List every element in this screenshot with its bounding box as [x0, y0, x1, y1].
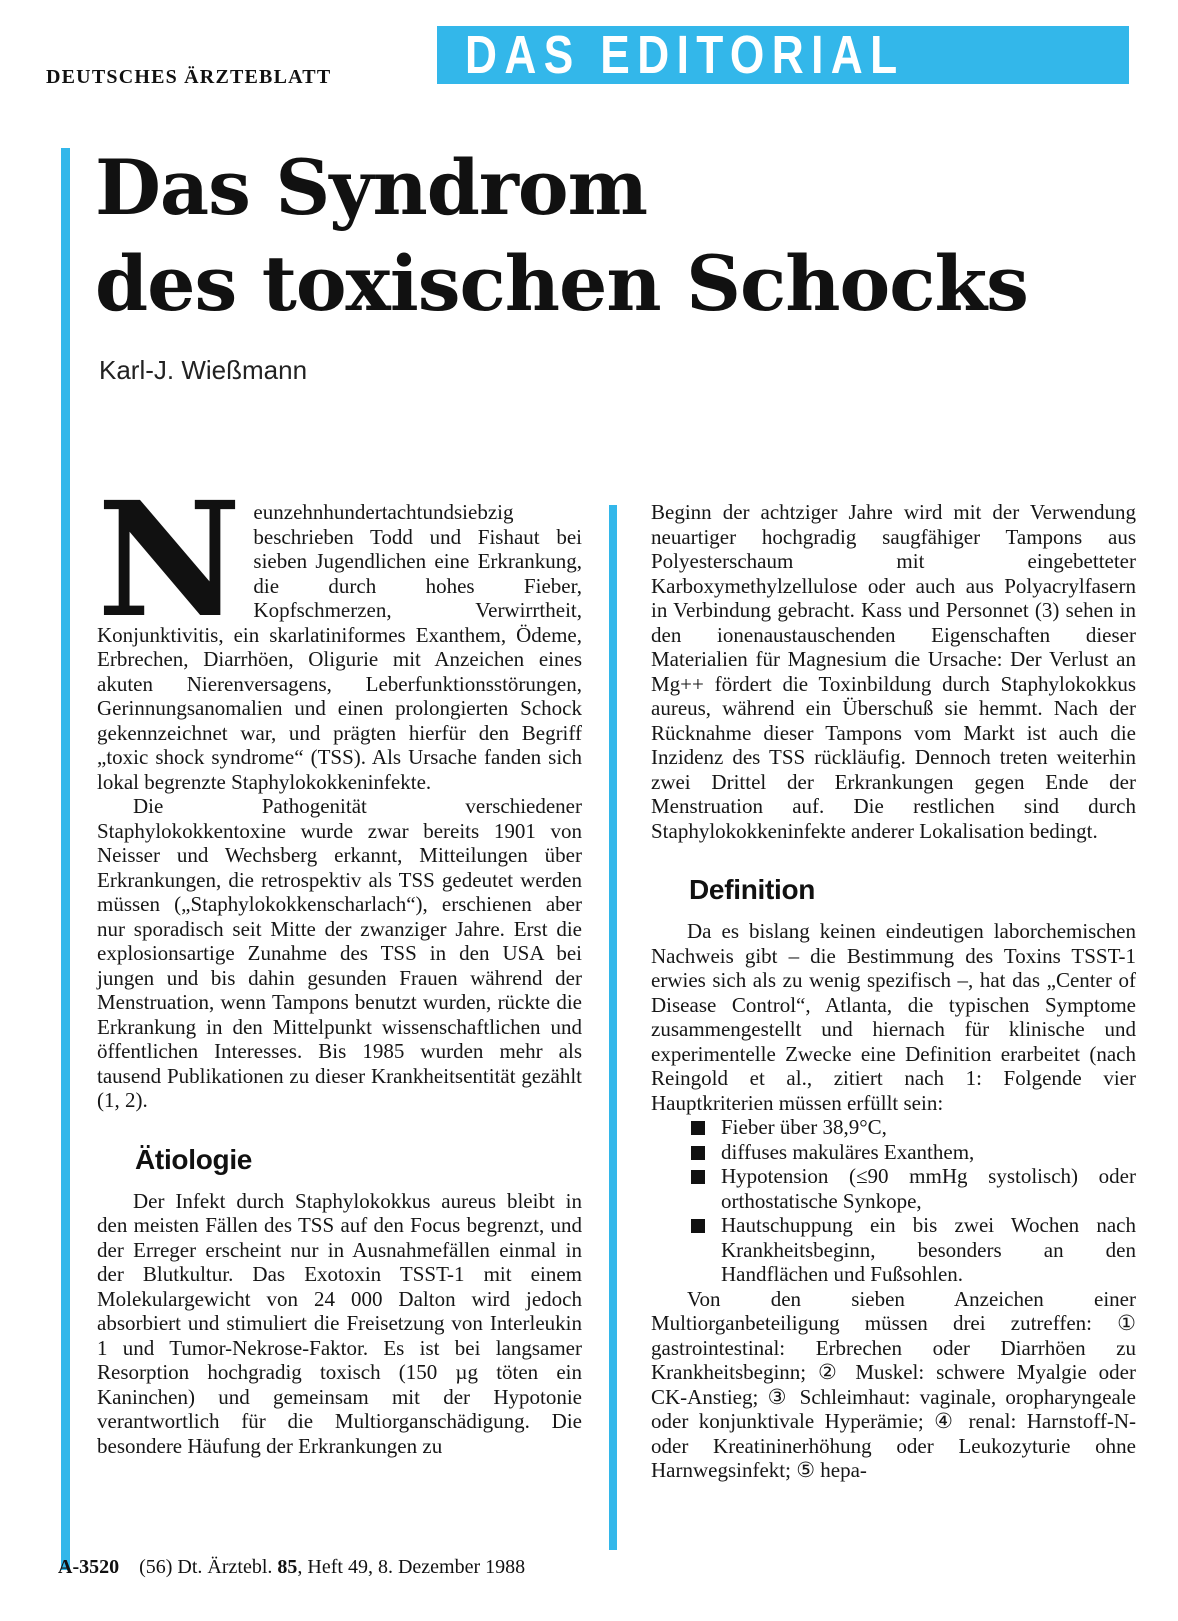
- criteria-item-text: Hautschuppung ein bis zwei Wochen nach Krankheitsbeginn, besonders an den Handflächen und Fußsohlen.: [721, 1213, 1136, 1286]
- paragraph-definition: Da es bislang keinen eindeutigen laborchemischen Nachweis gibt – die Bestimmung des Toxins TSST-1 erwies sich als zu wenig spezifisch –, hat das „Center of Disease Control“, Atlanta, die typischen Symptome zusammengestellt und hiernach für klinische und experimentelle Zwecke eine Definition erarbeitet (nach Reingold et al., zitiert nach 1: Folgende vier Hauptkriterien müssen erfüllt sein:: [651, 919, 1136, 1115]
- square-bullet-icon: [691, 1121, 705, 1135]
- criteria-list: [651, 1115, 1136, 1287]
- criteria-item-text: Fieber über 38,9°C,: [721, 1115, 887, 1139]
- criteria-list-item: [691, 1213, 1136, 1287]
- text-column-left: [97, 468, 582, 1458]
- volume-number: 85: [277, 1556, 298, 1578]
- paragraph-aetiologie: Der Infekt durch Staphylokokkus aureus bleibt in den meisten Fällen des TSS auf den Focus begrenzt, und der Erreger erscheint nur in Ausnahmefällen einmal in der Blutkultur. Das Exotoxin TSST-1 mit einem Molekulargewicht von 24 000 Dalton wird jedoch absorbiert und stimuliert die Freisetzung von Interleukin 1 und Tumor-Nekrose-Faktor. Es ist bei langsamer Resorption hochgradig toxisch (150 µg töten ein Kaninchen) und gemeinsam mit der Hypotonie verantwortlich für die Multiorganschädigung. Die besondere Häufung der Erkrankungen zu: [97, 1188, 582, 1458]
- page-code: A-3520: [58, 1556, 120, 1578]
- title-accent-rule: [61, 148, 70, 1570]
- heading-aetiologie: Ätiologie: [135, 1143, 253, 1175]
- author-byline: Karl-J. Wießmann: [99, 355, 308, 385]
- article-title: [95, 140, 1028, 332]
- article-title-line-1: Das Syndrom: [95, 143, 647, 232]
- column-accent-rule: [609, 505, 617, 1550]
- intro-paragraph-text: eunzehnhundertachtundsiebzig beschrieben Todd und Fishaut bei sieben Jugendlichen eine Erkrankung, die durch hohes Fieber, Kopfschmerzen, Verwirrtheit, Konjunktivitis, ein skarlatiniformes Exanthem, Ödeme, Erbrechen, Diarrhöen, Oligurie mit Anzeichen eines akuten Nierenversagens, Leberfunktionsstörungen, Gerinnungsanomalien und einen prolongierten Schock gekennzeichnet war, und prägten hierfür den Begriff „toxic shock syndrome“ (TSS). Als Ursache fanden sich lokal begrenzte Staphylokokkeninfekte.: [97, 500, 582, 794]
- paragraph-history: Die Pathogenität verschiedener Staphylokokkentoxine wurde zwar bereits 1901 von Neisser und Wechsberg erkannt, Mitteilungen über Erkrankungen, die retrospektiv als TSS gedeutet werden müssen („Staphylokokkenscharlach“), erschienen aber nur sporadisch seit Mitte der zwanziger Jahre. Erst die explosionsartige Zunahme des TSS in den USA bei jungen und bis dahin gesunden Frauen während der Menstruation, wenn Tampons benutzt wurden, rückte die Erkrankung in den Mittelpunkt wissenschaftlichen und öffentlichen Interesses. Bis 1985 wurden mehr als tausend Publikationen zu dieser Krankheitsentität gezählt (1, 2).: [97, 794, 582, 1112]
- heading-definition: Definition: [689, 874, 816, 905]
- criteria-list-item: [691, 1140, 1136, 1165]
- intro-paragraph: [97, 468, 582, 794]
- criteria-item-text: Hypotension (≤90 mmHg systolisch) oder orthostatische Synkope,: [721, 1164, 1136, 1213]
- journal-name: DEUTSCHES ÄRZTEBLATT: [46, 66, 332, 88]
- page-footer: [58, 1556, 525, 1579]
- criteria-list-item: [691, 1164, 1136, 1213]
- article-title-line-2: des toxischen Schocks: [95, 239, 1028, 328]
- text-column-right: [651, 500, 1136, 1483]
- citation-prefix: (56) Dt. Ärztebl.: [139, 1556, 273, 1578]
- section-banner-label: DAS EDITORIAL: [465, 25, 905, 85]
- criteria-item-text: diffuses makuläres Exanthem,: [721, 1139, 975, 1164]
- paragraph-tampons: Beginn der achtziger Jahre wird mit der Verwendung neuartiger hochgradig saugfähiger Tampons aus Polyesterschaum mit eingebetteter Karboxymethylzellulose oder auch aus Polyacrylfasern in Verbindung gebracht. Kass und Personnet (3) sehen in den ionenaustauschenden Eigenschaften dieser Materialien für Magnesium die Ursache: Der Verlust an Mg++ fördert die Toxinbildung durch Staphylokokkus aureus, während ein Überschuß sie hemmt. Nach der Rücknahme dieser Tampons vom Markt ist auch die Inzidenz des TSS rückläufig. Dennoch treten weiterhin zwei Drittel der Erkrankungen gegen Ende der Menstruation auf. Die restlichen sind durch Staphylokokkeninfekte anderer Lokalisation bedingt.: [651, 500, 1136, 843]
- criteria-list-item: [691, 1115, 1136, 1140]
- paragraph-organ-signs: Von den sieben Anzeichen einer Multiorganbeteiligung müssen drei zutreffen: ① gastrointestinal: Erbrechen oder Diarrhöen zu Krankheitsbeginn; ② Muskel: schwere Myalgie oder CK-Anstieg; ③ Schleimhaut: vaginale, oropharyngeale oder konjunktivale Hyperämie; ④ renal: Harnstoff-N- oder Kreatininerhöhung oder Leukozyturie ohne Harnwegsinfekt; ⑤ hepa-: [651, 1286, 1136, 1482]
- section-banner: [437, 26, 1129, 84]
- square-bullet-icon: [691, 1170, 705, 1184]
- drop-cap: N: [97, 468, 242, 653]
- citation-suffix: , Heft 49, 8. Dezember 1988: [297, 1556, 526, 1578]
- square-bullet-icon: [691, 1219, 705, 1233]
- square-bullet-icon: [691, 1146, 705, 1160]
